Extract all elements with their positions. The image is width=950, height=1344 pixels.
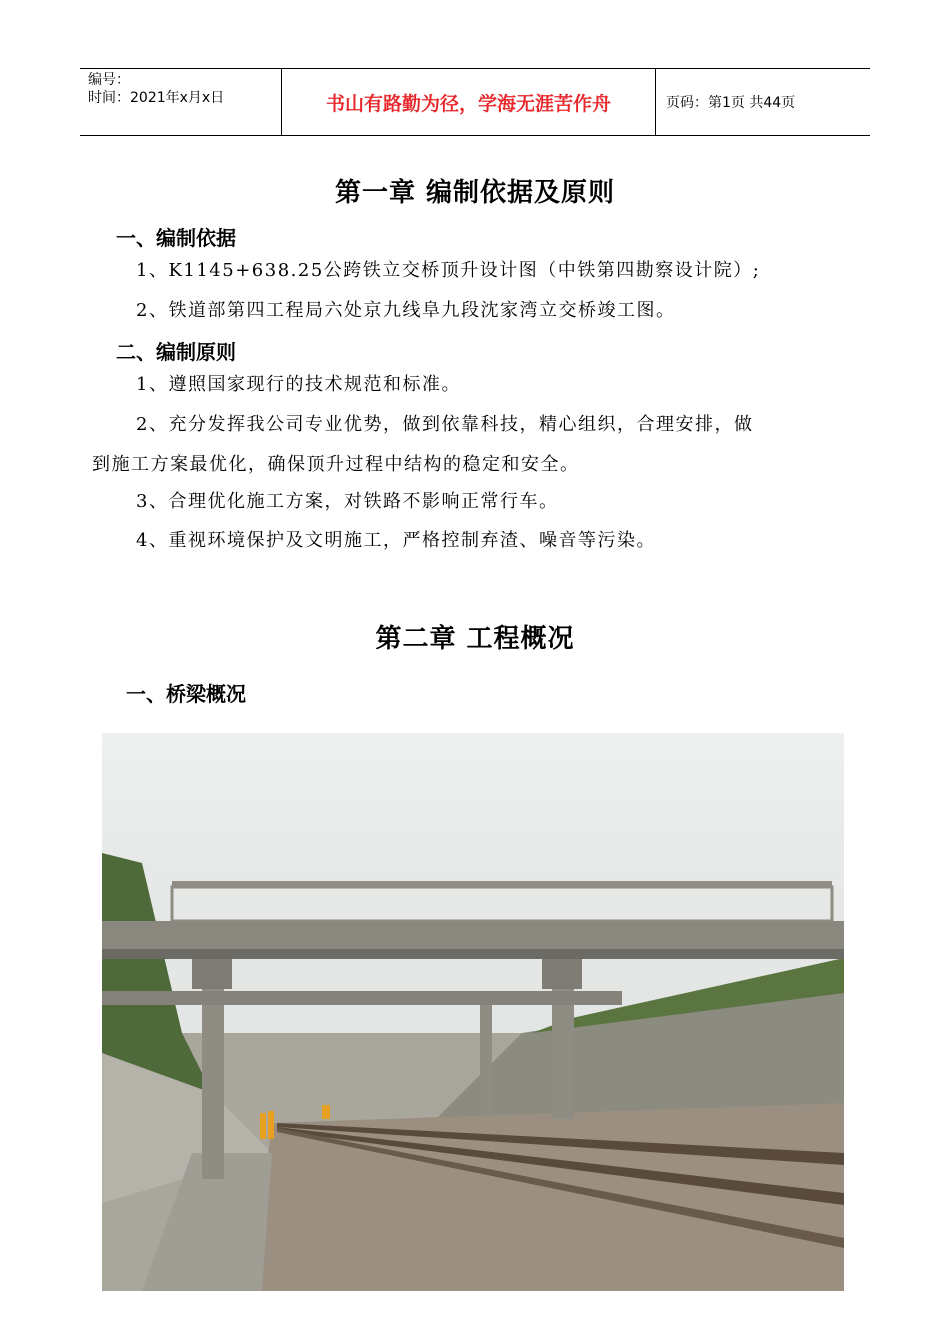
number-label: 编号：: [88, 72, 130, 88]
section-bridge-title: 一、桥梁概况: [126, 682, 246, 706]
bridge-photo-illustration: [102, 733, 844, 1291]
header-table: [80, 68, 870, 136]
header-meta: [80, 69, 282, 135]
bridge-photo: [102, 733, 844, 1291]
principle-item-2-cont: 到施工方案最优化，确保顶升过程中结构的稳定和安全。: [92, 454, 580, 475]
principle-item-1: 1、遵照国家现行的技术规范和标准。: [136, 374, 461, 395]
principle-item-3: 3、合理优化施工方案，对铁路不影响正常行车。: [136, 491, 559, 512]
motto: 书山有路勤为径，学海无涯苦作舟: [282, 69, 656, 135]
section-basis-title: 一、编制依据: [116, 226, 236, 250]
chapter-2-title: 第二章 工程概况: [375, 624, 575, 654]
principle-item-2: 2、充分发挥我公司专业优势，做到依靠科技，精心组织，合理安排，做: [136, 414, 754, 435]
basis-item-1: 1、K1145+638.25公跨铁立交桥顶升设计图（中铁第四勘察设计院）;: [136, 260, 761, 281]
principle-item-4: 4、重视环境保护及文明施工，严格控制弃渣、噪音等污染。: [136, 530, 656, 551]
section-principle-title: 二、编制原则: [116, 340, 236, 364]
page-info: 页码：第1页 共44页: [666, 95, 796, 111]
chapter-1-title: 第一章 编制依据及原则: [334, 178, 616, 208]
basis-item-2: 2、铁道部第四工程局六处京九线阜九段沈家湾立交桥竣工图。: [136, 300, 676, 321]
time-label: 时间：2021年x月x日: [88, 90, 225, 106]
